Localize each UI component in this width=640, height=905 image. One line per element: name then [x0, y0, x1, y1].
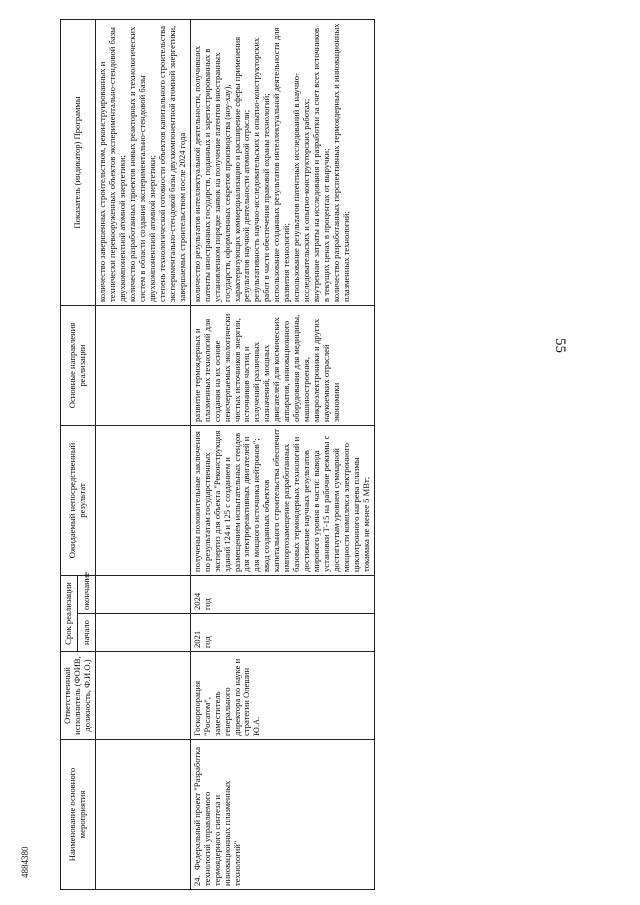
continuation-indicator-cell [95, 20, 190, 306]
header-indicator: Показатель (индикатор) Программы [61, 20, 96, 306]
continuation-start-cell [95, 614, 190, 652]
indicator-item: количество результатов интеллектуальной деятельности, получивших патенты иностранных государств, поданных и зарегистрированных в установленном порядке заявок на получение патентов иностранных государств, оформленных секретов производства (ноу-хау), характеризующих коммерциализацию и расширение сферы применения результатов научной деятельности атомной отрасли; [191, 36, 252, 302]
header-period: Срок реализации [61, 576, 78, 652]
event-text: Федеральный проект "Разработка технологий управляемого термоядерного синтеза и инновационных плазменных технологий" [191, 746, 242, 886]
continuation-event-cell [95, 740, 190, 890]
page-number: 55 [552, 338, 568, 353]
continuation-row [95, 20, 190, 890]
continuation-end-cell [95, 576, 190, 614]
program-table [60, 19, 375, 890]
continuation-result-cell [95, 426, 190, 576]
header-start: начало [78, 614, 95, 652]
indicator-item: использование созданных результатов интеллектуальной деятельности для развития технологий; [271, 27, 292, 302]
indicator-item: количество завершенных строительством, реконструированных и технически перевооруженных объектов экспериментально-стендовой базы двухкомпонентной атомной энергетики; [96, 27, 127, 302]
continuation-responsible-cell [95, 652, 190, 740]
indicator-item: использование результатов патентных исследований в научно-исследовательских и опытно-конструкторских работах; [291, 73, 312, 302]
event-cell [190, 740, 374, 890]
start-cell: 2021 год [190, 614, 374, 652]
header-responsible: Ответственный исполнитель (ФОИВ, должность, Ф.И.О.) [61, 652, 96, 740]
indicator-item: внутренние затраты на исследования и разработки за счет всех источников в текущих ценах в процентах от выручки; [311, 27, 332, 302]
end-cell: 2024 год [190, 576, 374, 614]
header-row [61, 20, 78, 890]
header-end: окончание [78, 576, 95, 614]
responsible-cell: Госкорпорация "Росатом", заместитель генерального директора по науке и стратегии Олешин Ю.А. [190, 652, 374, 740]
header-directions: Основные направления реализации [61, 306, 96, 426]
result-cell: получены положительные заключения по результатам государственных экспертиз для объекта "Реконструкция зданий 124 и 125 с созданием и размещением испытательных стендов для электрореактивных двигателей и для мощного источника нейтронов"; ввод созданных объектов капитального строительства обеспечит импортозамещение разработанных базовых термоядерных технологий и достижение научных результатов мирового уровня в части: вывода установки Т-15 на рабочие режимы с достигнутым уровнем суммарной мощности комплекса электронного циклотронного нагрева плазмы токамака не менее 5 МВт; [190, 426, 374, 576]
indicator-item: количество разработанных проектов новых реакторных и технологических систем в области создания экспериментально-стендовой базы двухкомпонентной атомной энергетики; [126, 26, 157, 302]
row-number: 24. [191, 875, 202, 886]
directions-cell: развитие термоядерных и плазменных технологий для создания на их основе неисчерпаемых экологически чистых источников энергии, источников частиц и излучений различных назначений, мощных двигателей для космических аппаратов, инновационного оборудования для медицины, машиностроения, микроэлектроники и других наукоемких отраслей экономики [190, 306, 374, 426]
indicator-item: количество разработанных перспективных термоядерных и инновационных плазменных технологий; [331, 23, 352, 302]
rotated-table-container [60, 20, 530, 890]
continuation-directions-cell [95, 306, 190, 426]
indicator-item: результативность научно-исследовательских и опытно-конструкторских работ в части обеспечения правовой охраны технологий; [251, 37, 272, 302]
header-event: Наименование основного мероприятия [61, 740, 96, 890]
document-stamp: 4884380 [20, 846, 30, 878]
table-row [190, 20, 374, 890]
header-result: Ожидаемый непосредственный результат [61, 426, 96, 576]
indicator-cell [190, 20, 374, 306]
indicator-item: степень технологической готовности объектов капитального строительства экспериментально-стендовой базы двухкомпонентной атомной энергетики, завершаемых строительством после 2024 года [156, 25, 187, 302]
